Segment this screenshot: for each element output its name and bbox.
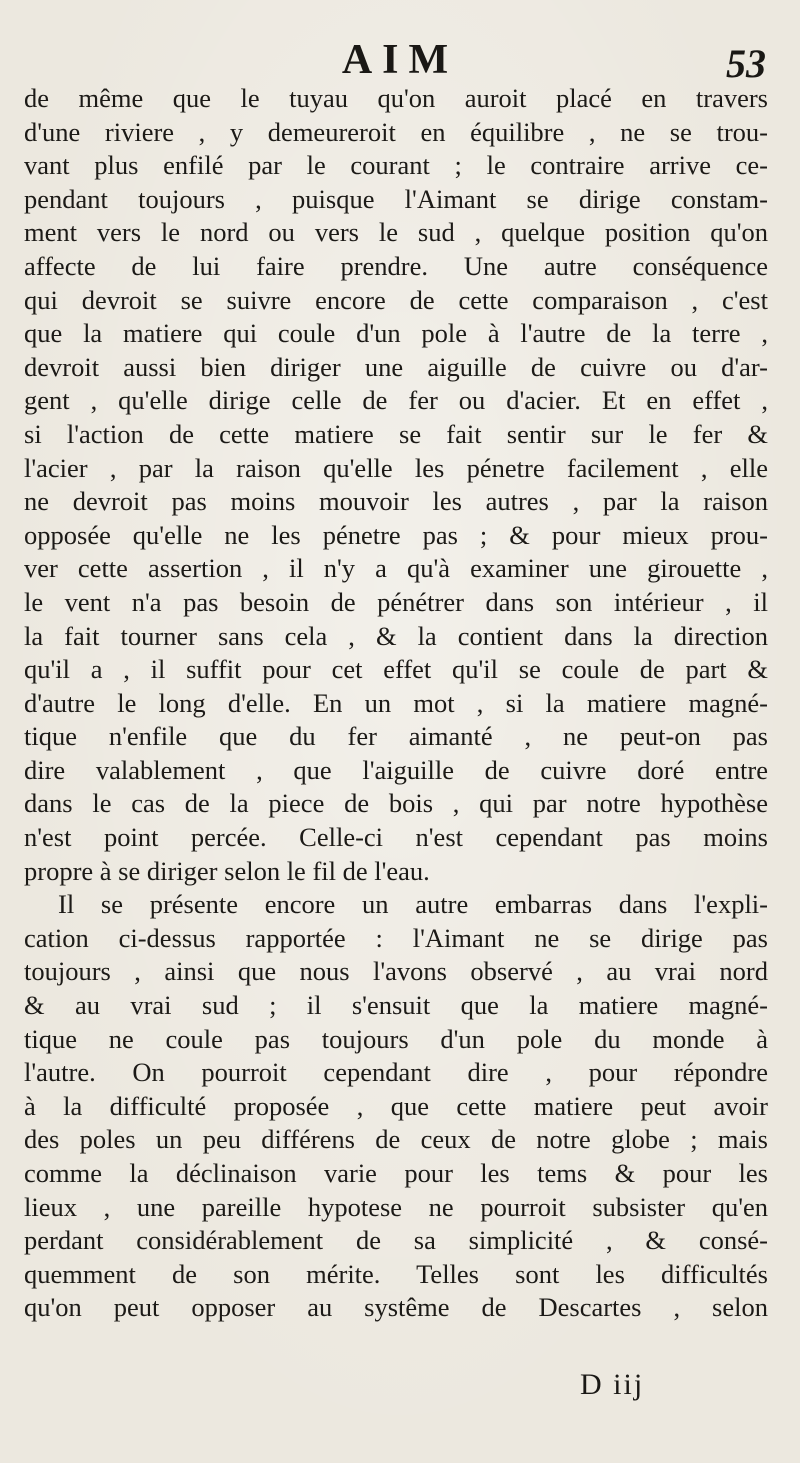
- text-line: la fait tourner sans cela , & la contient dans la direction: [24, 620, 768, 651]
- text-line: le vent n'a pas besoin de pénétrer dans son intérieur , il: [24, 586, 768, 617]
- text-line: toujours , ainsi que nous l'avons observé , au vrai nord: [24, 956, 768, 987]
- text-line: vant plus enfilé par le courant ; le contraire arrive ce-: [24, 150, 768, 181]
- text-line: de même que le tuyau qu'on auroit placé en travers: [24, 83, 768, 113]
- text-line: devroit aussi bien diriger une aiguille de cuivre ou d'ar-: [24, 351, 768, 382]
- text-line: qu'il a , il suffit pour cet effet qu'il se coule de part &: [24, 654, 768, 685]
- page-header: [0, 30, 800, 90]
- text-line: que la matiere qui coule d'un pole à l'autre de la terre ,: [24, 318, 768, 349]
- text-line: pendant toujours , puisque l'Aimant se dirige constam-: [24, 183, 768, 214]
- text-line: dans le cas de la piece de bois , qui par notre hypothèse: [24, 788, 768, 819]
- page-number: 53: [726, 41, 766, 86]
- text-line: n'est point percée. Celle-ci n'est cependant pas moins: [24, 822, 768, 853]
- text-line: dire valablement , que l'aiguille de cuivre doré entre: [24, 754, 768, 785]
- text-line: à la difficulté proposée , que cette matiere peut avoir: [24, 1090, 768, 1121]
- paragraphs: [24, 82, 768, 1325]
- text-line: perdant considérablement de sa simplicité , & consé-: [24, 1225, 768, 1256]
- text-line: gent , qu'elle dirige celle de fer ou d'acier. Et en effet ,: [24, 385, 768, 416]
- text-line: quemment de son mérite. Telles sont les difficultés: [24, 1258, 768, 1289]
- text-line: ne devroit pas moins mouvoir les autres , par la raison: [24, 486, 768, 517]
- text-line: cation ci-dessus rapportée : l'Aimant ne se dirige pas: [24, 922, 768, 953]
- text-line: comme la déclinaison varie pour les tems & pour les: [24, 1158, 768, 1188]
- text-line: qui devroit se suivre encore de cette comparaison , c'est: [24, 284, 768, 315]
- text-line: ver cette assertion , il n'y a qu'à examiner une girouette ,: [24, 553, 768, 584]
- text-line: lieux , une pareille hypotese ne pourroit subsister qu'en: [24, 1191, 768, 1222]
- text-line: & au vrai sud ; il s'ensuit que la matiere magné-: [24, 990, 768, 1021]
- text-line: opposée qu'elle ne les pénetre pas ; & pour mieux prou-: [24, 519, 768, 550]
- text-line: l'acier , par la raison qu'elle les pénetre facilement , elle: [24, 452, 768, 483]
- running-head: AIM: [341, 37, 459, 83]
- text-line: ment vers le nord ou vers le sud , quelque position qu'on: [24, 217, 768, 248]
- text-line: d'une riviere , y demeureroit en équilibre , ne se trou-: [24, 116, 768, 147]
- text-line: tique ne coule pas toujours d'un pole du monde à: [24, 1023, 768, 1054]
- text-line: l'autre. On pourroit cependant dire , pour répondre: [24, 1057, 768, 1088]
- signature-mark: D iij: [580, 1368, 645, 1401]
- text-line: si l'action de cette matiere se fait sentir sur le fer &: [24, 418, 768, 449]
- text-line: d'autre le long d'elle. En un mot , si la matiere magné-: [24, 687, 768, 718]
- text-line: des poles un peu différens de ceux de notre globe ; mais: [24, 1124, 768, 1155]
- text-line: propre à se diriger selon le fil de l'eau.: [24, 855, 430, 886]
- text-line: Il se présente encore un autre embarras dans l'expli-: [58, 889, 768, 920]
- text-line: qu'on peut opposer au systême de Descartes , selon: [24, 1292, 768, 1323]
- text-line: tique n'enfile que du fer aimanté , ne peut-on pas: [24, 721, 768, 752]
- body-text: [24, 82, 768, 1325]
- text-line: affecte de lui faire prendre. Une autre conséquence: [24, 250, 768, 281]
